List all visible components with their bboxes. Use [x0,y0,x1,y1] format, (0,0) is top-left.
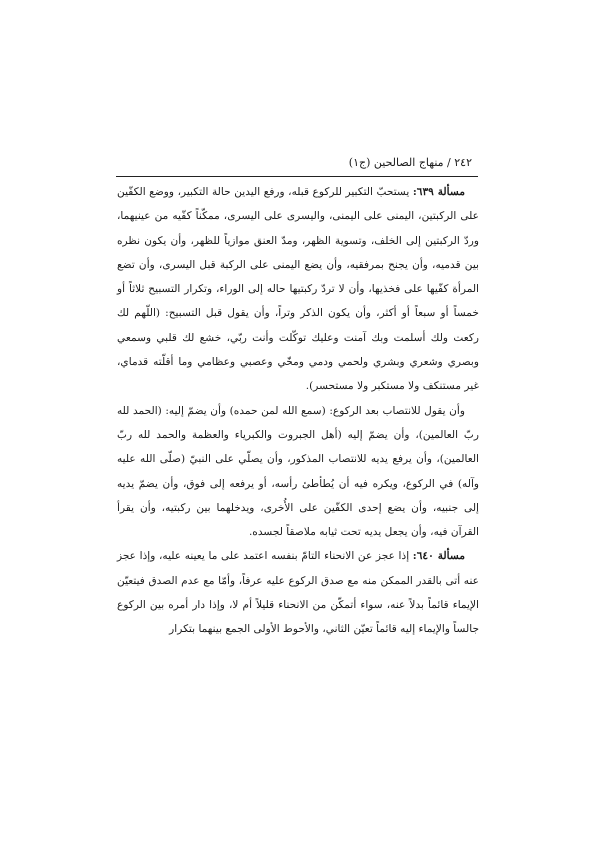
paragraph-continuation [117,399,479,545]
paragraph-text: وأن يقول للانتصاب بعد الركوع: (سمع الله لمن حمده) وأن يضمّ إليه: (الحمد لله ربّ العالمين)، وأن يضمّ إليه (أهل الجبروت والكبرياء والعظمة والحمد لله ربّ العالمين)، وأن يرفع يديه للانتصاب المذكور، وأن يصلّي على النبيّ (صلّى الله عليه وآله) في الركوع، ويكره فيه أن يُطأطئ رأسه، أو يرفعه إلى فوق، وأن يضمّ يديه إلى جنبيه، وأن يضع إحدى الكفّين على الأُخرى، ويدخلهما بين ركبتيه، وأن يقرأ القرآن فيه، وأن يجعل يديه تحت ثيابه ملاصقاً لجسده. [117,404,479,539]
paragraph-text: إذا عجز عن الانحناء التامّ بنفسه اعتمد على ما يعينه عليه، وإذا عجز عنه أتى بالقدر الممكن منه مع صدق الركوع عليه عرفاً، وأمّا مع عدم الصدق فيتعيّن الإيماء قائماً بدلاً عنه، سواء أتمكّن من الانحناء قليلاً أم لا، وإذا دار أمره بين الركوع جالساً والإيماء إليه قائماً تعيّن الثاني، والأحوط الأولى الجمع بينهما بتكرار [117,550,479,636]
issue-label: مسألة ٦٤٠: [412,550,465,563]
paragraph-issue-639 [117,180,479,399]
issue-label: مسألة ٦٣٩: [412,186,465,198]
paragraph-text: يستحبّ التكبير للركوع قبله، ورفع اليدين حالة التكبير، ووضع الكفّين على الركبتين، اليمنى على اليمنى، واليسرى على اليسرى، ممكّناً كفّيه من عينيهما، وردّ الركبتين إلى الخلف، وتسوية الظهر، ومدّ العنق موازياً للظهر، وأن يكون نظره بين قدميه، وأن يجنح بمرفقيه، وأن يضع اليمنى على الركبة قبل اليسرى، وأن تضع المرأة كفّيها على فخذيها، وأن لا تردّ ركبتيها حاله إلى الوراء، وتكرار التسبيح ثلاثاً أو خمساً أو سبعاً أو أكثر، وأن يكون الذكر وتراً، وأن يقول قبل التسبيح: (اللّهم لك ركعت ولك أسلمت وبك آمنت وعليك توكّلت وأنت ربّي، خشع لك قلبي وسمعي وبصري وشعري وبشري ولحمي ودمي ومخّي وعصبي وعظامي وما أقلّته قدماي، غير مستنكف ولا مستكبر ولا مستحسر). [117,186,479,393]
paragraph-issue-640 [117,544,479,641]
body-text [117,180,479,642]
running-head: ٢٤٢ / منهاج الصالحين (ج١) [348,156,472,169]
header-rule [116,176,478,177]
